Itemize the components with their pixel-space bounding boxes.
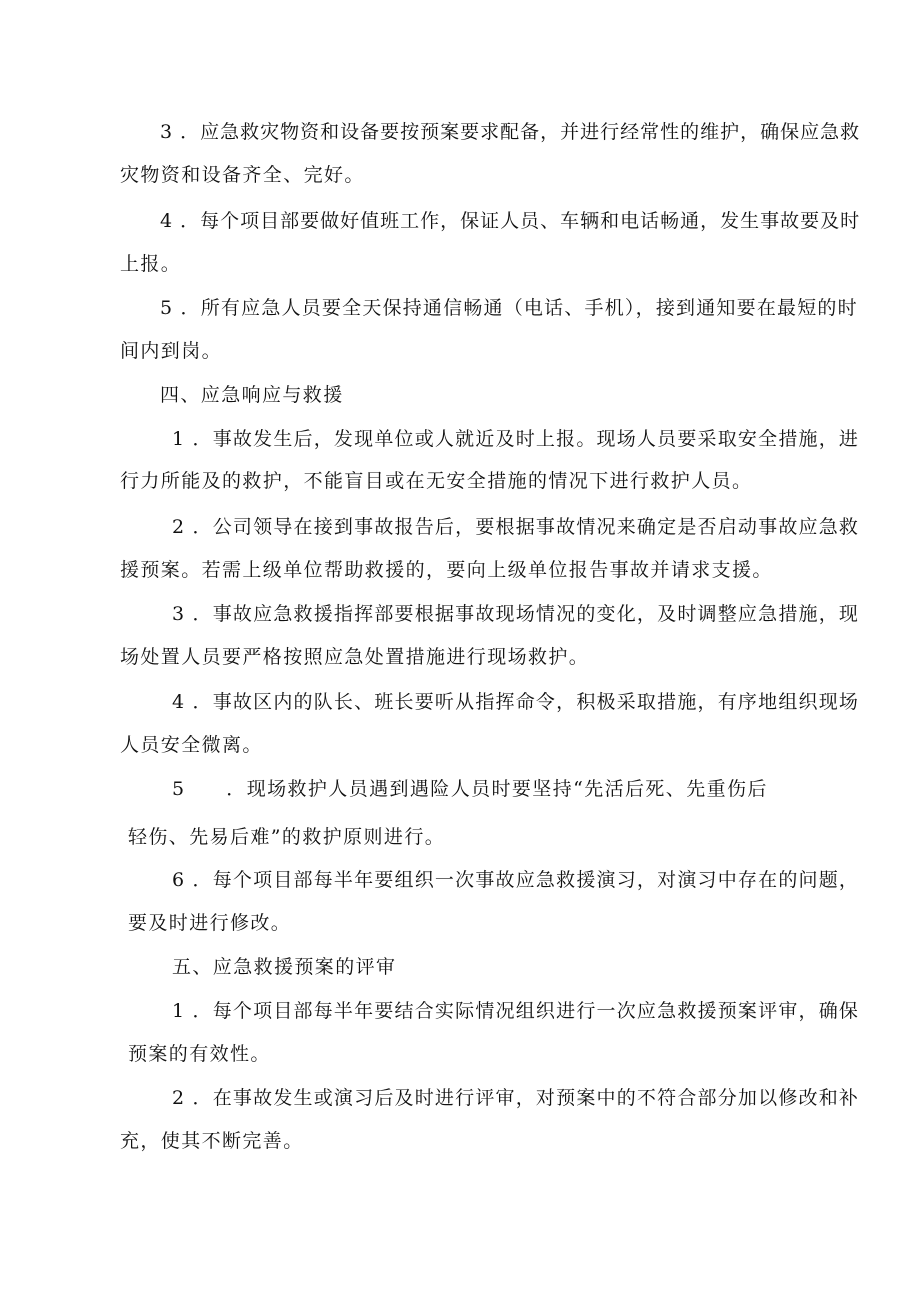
- paragraph-line: 预案的有效性。: [128, 1043, 271, 1065]
- paragraph-line: 充，使其不断完善。: [120, 1130, 304, 1152]
- paragraph-line: 3 ．应急救灾物资和设备要按预案要求配备，并进行经常性的维护，确保应急救: [160, 121, 861, 143]
- paragraph-line: 要及时进行修改。: [128, 912, 292, 934]
- paragraph-line: 3 ．事故应急救援指挥部要根据事故现场情况的变化，及时调整应急措施，现: [172, 603, 860, 625]
- paragraph-line: 上报。: [120, 253, 182, 275]
- paragraph-line: 4 ．事故区内的队长、班长要听从指挥命令，积极采取措施，有序地组织现场: [172, 691, 860, 713]
- paragraph-line: 4 ．每个项目部要做好值班工作，保证人员、车辆和电话畅通，发生事故要及时: [160, 210, 861, 232]
- paragraph-line: 间内到岗。: [120, 340, 223, 362]
- paragraph-line: 灾物资和设备齐全、完好。: [120, 164, 365, 186]
- paragraph-line: 场处置人员要严格按照应急处置措施进行现场救护。: [120, 646, 590, 668]
- paragraph-line: 行力所能及的救护，不能盲目或在无安全措施的情况下进行救护人员。: [120, 470, 753, 492]
- paragraph-line: 6 ．每个项目部每半年要组织一次事故应急救援演习，对演习中存在的问题，: [172, 869, 860, 891]
- paragraph-line: 1 ．事故发生后，发现单位或人就近及时上报。现场人员要采取安全措施，进: [172, 428, 860, 450]
- paragraph-line: 2 ．公司领导在接到事故报告后，要根据事故情况来确定是否启动事故应急救: [172, 516, 860, 538]
- paragraph-line: 人员安全微离。: [120, 734, 263, 756]
- paragraph-line: 1 ．每个项目部每半年要结合实际情况组织进行一次应急救援预案评审，确保: [172, 1000, 860, 1022]
- paragraph-line: 5 ．现场救护人员遇到遇险人员时要坚持“先活后死、先重伤后: [172, 778, 768, 800]
- paragraph-line: 轻伤、先易后难”的救护原则进行。: [128, 826, 446, 848]
- paragraph-line: 5 ．所有应急人员要全天保持通信畅通（电话、手机），接到通知要在最短的时: [160, 297, 858, 319]
- paragraph-line: 2 ．在事故发生或演习后及时进行评审，对预案中的不符合部分加以修改和补: [172, 1087, 860, 1109]
- section-heading: 五、应急救援预案的评审: [172, 956, 397, 978]
- section-heading: 四、应急响应与救援: [160, 384, 344, 406]
- paragraph-line: 援预案。若需上级单位帮助救援的，要向上级单位报告事故并请求支援。: [120, 559, 773, 581]
